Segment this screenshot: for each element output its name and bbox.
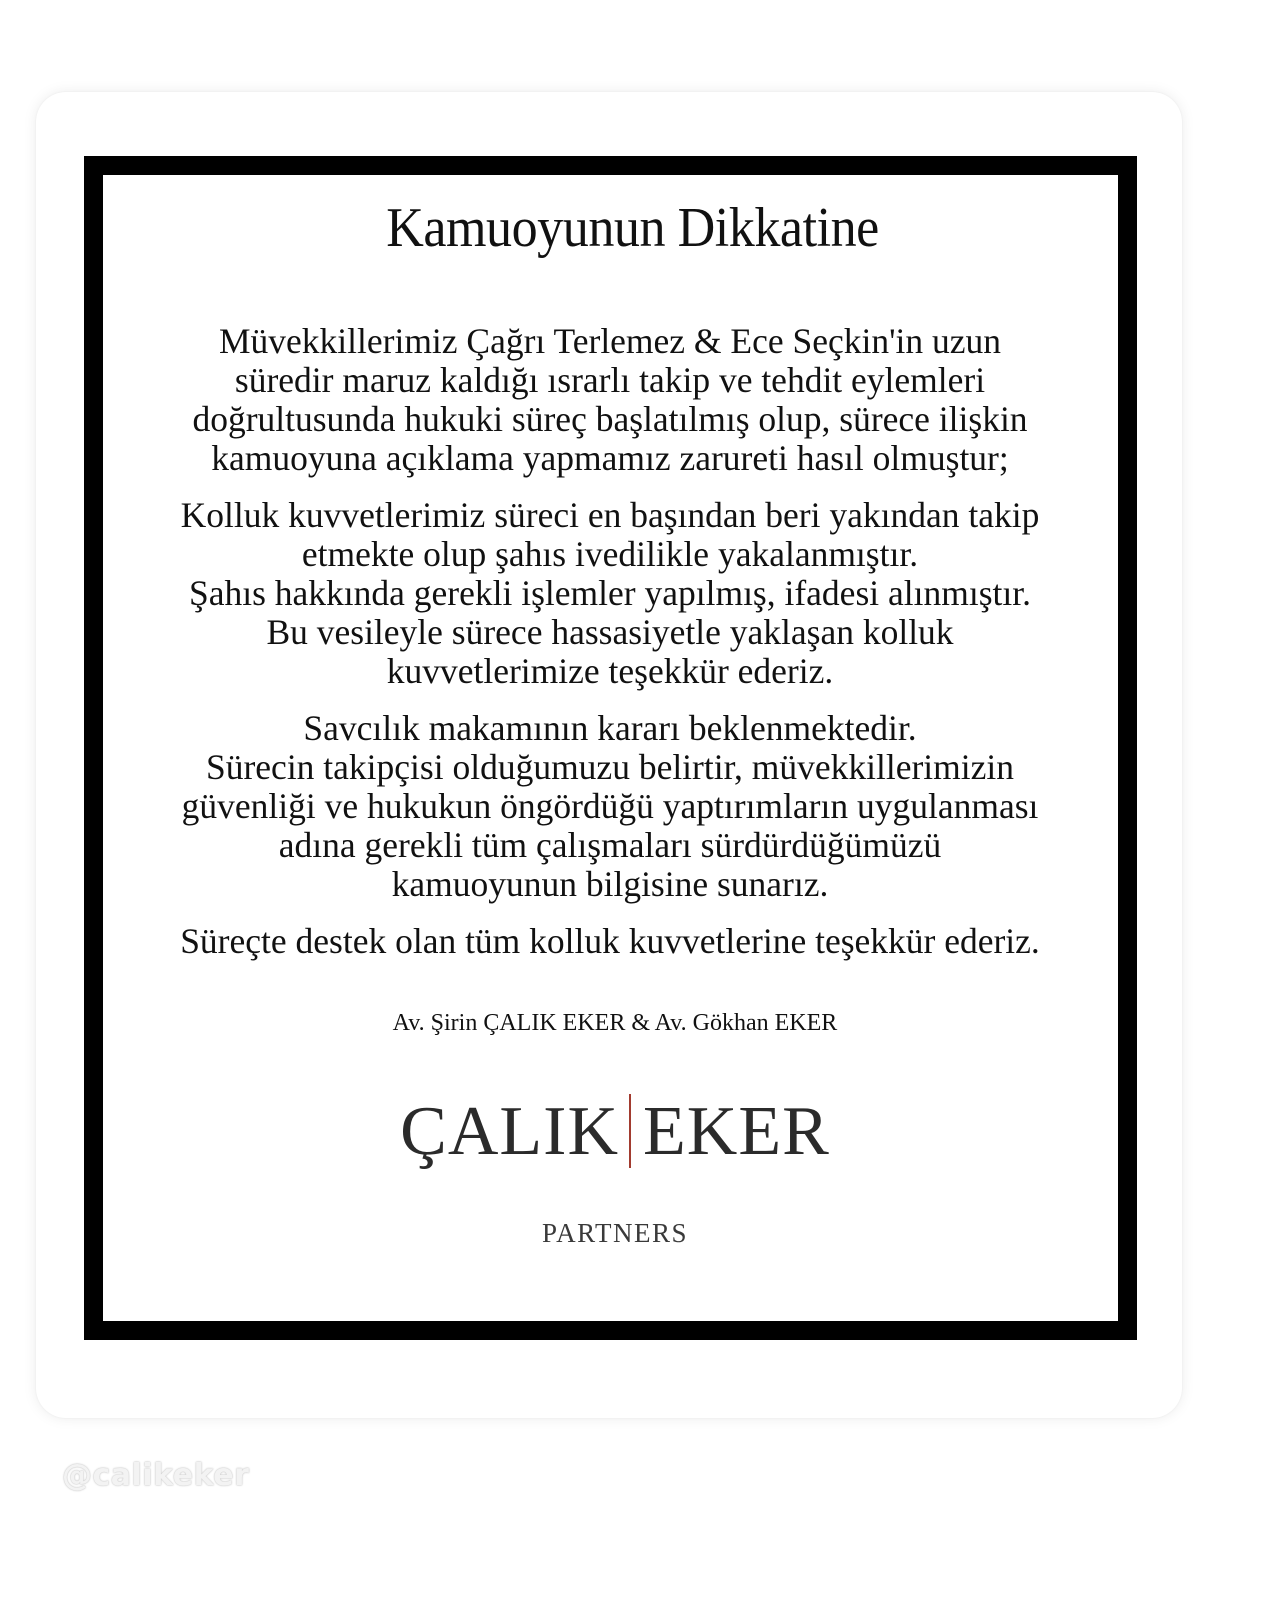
paragraph-line: kuvvetlerimize teşekkür ederiz. — [386, 651, 834, 691]
paragraph-line: doğrultusunda hukuki süreç başlatılmış olup, sürece ilişkin — [192, 399, 1028, 439]
paragraph-line: Savcılık makamının kararı beklenmektedir. — [303, 708, 917, 748]
paragraph-line: Sürecin takipçisi olduğumuzu belirtir, müvekkillerimizin — [205, 747, 1014, 787]
paragraph-line: Kolluk kuvvetlerimiz süreci en başından beri yakından takip — [180, 495, 1040, 535]
watermark-handle: @calikeker — [62, 1458, 250, 1493]
paragraph-line: kamuoyuna açıklama yapmamız zarureti hasıl olmuştur; — [211, 438, 1009, 478]
paragraph-line: Süreçte destek olan tüm kolluk kuvvetlerine teşekkür ederiz. — [180, 921, 1040, 961]
logo-divider — [629, 1094, 631, 1168]
logo-right-word: EKER — [643, 1093, 830, 1170]
paragraph-1 — [110, 322, 1110, 478]
paragraph-line: etmekte olup şahıs ivedilikle yakalanmıştır. — [301, 534, 919, 574]
paragraph-line: kamuoyunun bilgisine sunarız. — [391, 864, 829, 904]
paragraph-line: Müvekkillerimiz Çağrı Terlemez & Ece Seçkin'in uzun — [218, 321, 1002, 361]
logo-left-word: ÇALIK — [400, 1093, 620, 1170]
announcement-body — [110, 322, 1110, 979]
firm-logo — [0, 1092, 1230, 1172]
paragraph-line: süredir maruz kaldığı ısrarlı takip ve tehdit eylemleri — [234, 360, 986, 400]
paragraph-3 — [110, 709, 1110, 904]
paragraph-2 — [110, 496, 1110, 691]
paragraph-4 — [110, 922, 1110, 961]
paragraph-line: Şahıs hakkında gerekli işlemler yapılmış, ifadesi alınmıştır. — [189, 573, 1031, 613]
page-title: Kamuoyunun Dikkatine — [386, 197, 879, 259]
paragraph-line: adına gerekli tüm çalışmaları sürdürdüğümüzü — [278, 825, 942, 865]
signature: Av. Şirin ÇALIK EKER & Av. Gökhan EKER — [392, 1010, 838, 1036]
paragraph-line: güvenliği ve hukukun öngördüğü yaptırımların uygulanması — [181, 786, 1039, 826]
paragraph-line: Bu vesileyle sürece hassasiyetle yaklaşan kolluk — [266, 612, 954, 652]
logo-subtitle: PARTNERS — [542, 1218, 688, 1248]
